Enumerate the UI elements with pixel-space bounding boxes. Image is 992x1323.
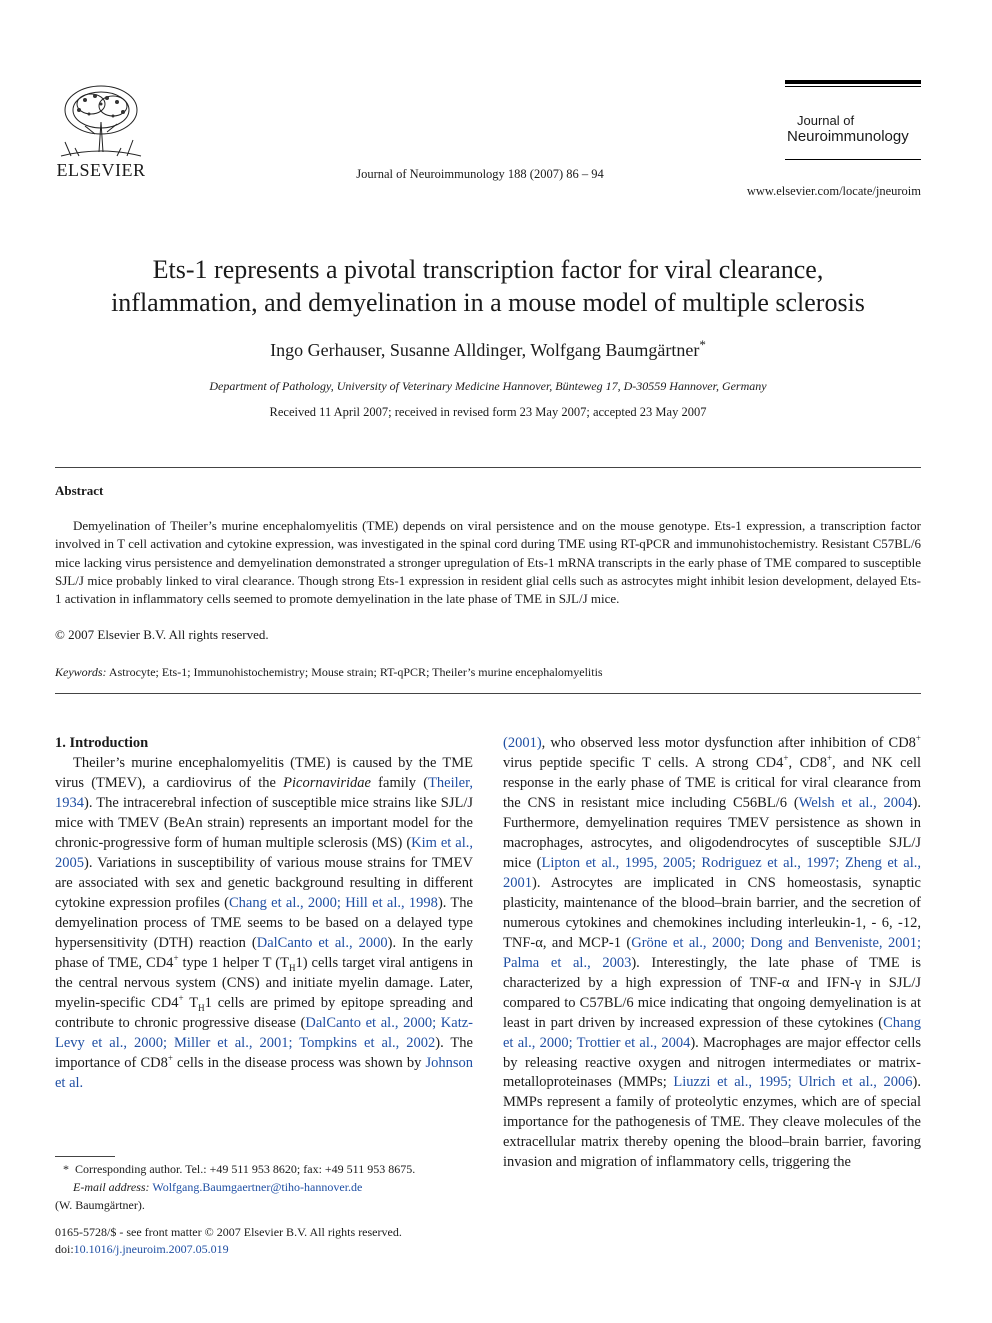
keywords-list: Astrocyte; Ets-1; Immunohistochemistry; Mouse strain; RT-qPCR; Theiler’s murine encephalomyelitis — [108, 665, 603, 679]
elsevier-tree-icon — [55, 82, 147, 162]
ref-link[interactable]: Liuzzi et al., 1995; Ulrich et al., 2006 — [673, 1074, 913, 1091]
divider-bottom — [55, 693, 921, 694]
keywords — [55, 665, 603, 680]
doi-line — [55, 1242, 229, 1257]
doi-link[interactable]: 10.1016/j.jneuroim.2007.05.019 — [73, 1242, 229, 1256]
corresponding-mark[interactable]: * — [699, 337, 706, 352]
footnote-rule — [55, 1156, 115, 1157]
ref-link[interactable]: Johnson et al. — [55, 1054, 473, 1091]
title-line-1: Ets-1 represents a pivotal transcription factor for viral clearance, — [152, 255, 824, 284]
abstract-text: Demyelination of Theiler’s murine encephalomyelitis (TME) depends on viral persistence and on the mouse genotype. Ets-1 expression, a transcription factor involved in T cell activation and cytokine expression, was investigated in the spinal cord during TME using RT-qPCR and immunohistochemistry. Resistant C57BL/6 mice lacking virus persistence and demyelination demonstrated a stronger upregulation of Ets-1 mRNA transcripts in the early phase of TME compared to susceptible SJL/J mice probably linked to viral clearance. Though strong Ets-1 expression in resident glial cells such as astrocytes might inhibit lesion development, delayed Ets-1 activation in inflammatory cells seemed to promote demyelination in the late phase of TME in SJL/J mice. — [55, 518, 921, 607]
affiliation: Department of Pathology, University of Veterinary Medicine Hannover, Bünteweg 17, D-30559 Hannover, Germany — [209, 379, 767, 393]
ref-link[interactable]: DalCanto et al., 2000 — [256, 934, 388, 951]
elsevier-logo — [55, 82, 147, 181]
received-dates: Received 11 April 2007; received in revised form 23 May 2007; accepted 23 May 2007 — [269, 405, 707, 419]
corresponding-footnote — [55, 1160, 493, 1178]
section-heading: 1. Introduction — [55, 735, 149, 751]
authors-text: Ingo Gerhauser, Susanne Alldinger, Wolfgang Baumgärtner — [270, 340, 700, 360]
right-column-text: (2001), who observed less motor dysfunction after inhibition of CD8+ virus peptide specific T cells. A strong CD4+, CD8+, and NK cell response in the early phase of TME is critical for viral clearance from the CNS in resistant mice including C56BL/6 (Welsh et al., 2004). Furthermore, demyelination requires TMEV persistence as shown in macrophages, astrocytes, and oligodendrocytes of susceptible SJL/J mice (Lipton et al., 1995, 2005; Rodriguez et al., 1997; Zheng et al., 2001). Astrocytes are implicated in CNS homeostasis, synaptic plasticity, maintenance of the blood–brain barrier, and the secretion of numerous cytokines and chemokines including interleukin-1, - 6, -12, TNF-α, and MCP-1 (Gröne et al., 2000; Dong and Benveniste, 2001; Palma et al., 2003). Interestingly, the late phase of TME is characterized by a high expression of TNF-α and IFN-γ in SJL/J compared to C57BL/6 mice indicating that ongoing demyelination is at least in part driven by increased expression of these cytokines (Chang et al., 2000; Trottier et al., 2004). Macrophages are major effector cells by releasing reactive oxygen and nitrogen intermediates or matrix-metalloproteinases (MMPs; Liuzzi et al., 1995; Ulrich et al., 2006). MMPs represent a family of proteolytic enzymes, which are of special importance for the pathogenesis of TME. They cleave molecules of the extracellular matrix thereby opening the blood–brain barrier, favoring invasion and migration of inflammatory cells, triggering the — [503, 733, 922, 1171]
corresponding-info: Corresponding author. Tel.: +49 511 953 8620; fax: +49 511 953 8675. — [75, 1162, 416, 1176]
ref-link[interactable]: Welsh et al., 2004 — [798, 794, 913, 811]
journal-citation: Journal of Neuroimmunology 188 (2007) 86 – 94 — [356, 167, 604, 181]
doi-label: doi: — [55, 1242, 74, 1256]
masthead-rule-thin — [785, 86, 921, 87]
ref-link[interactable]: Chang et al., 2000; Hill et al., 1998 — [228, 894, 438, 911]
journal-name-line1: Journal of — [797, 113, 855, 128]
article-title — [40, 253, 936, 319]
copyright: © 2007 Elsevier B.V. All rights reserved. — [55, 627, 269, 642]
abstract-heading: Abstract — [55, 483, 104, 498]
ref-link[interactable]: Kim et al., 2005 — [55, 834, 473, 871]
journal-url-link[interactable]: www.elsevier.com/locate/jneuroim — [746, 184, 921, 198]
ref-link[interactable]: Lipton et al., 1995, 2005; Rodriguez et al., 1997; Zheng et al., 2001 — [503, 854, 921, 891]
email-label: E-mail address: — [73, 1180, 150, 1194]
masthead-rule-bottom — [785, 159, 921, 160]
journal-name-line2: Neuroimmunology — [787, 128, 909, 145]
masthead-rule — [785, 80, 921, 84]
author-list — [40, 337, 936, 361]
keywords-label: Keywords: — [55, 665, 107, 679]
email-owner: (W. Baumgärtner). — [55, 1198, 145, 1212]
ref-link[interactable]: Gröne et al., 2000; Dong and Benveniste, 2001; Palma et al., 2003 — [503, 934, 921, 971]
divider-top — [55, 467, 921, 468]
footnote-mark: * — [63, 1162, 69, 1176]
journal-masthead — [785, 80, 921, 160]
ref-link[interactable]: DalCanto et al., 2000; Katz-Levy et al., 2000; Miller et al., 2001; Tompkins et al., 2002 — [55, 1014, 474, 1051]
email-line — [55, 1178, 503, 1196]
left-column-text: Theiler’s murine encephalomyelitis (TME) is caused by the TME virus (TMEV), a cardiovirus of the Picornaviridae family (Theiler, 1934). The intracerebral infection of susceptible mice strains like SJL/J mice with TMEV (BeAn strain) represents an important model for the chronic-progressive form of human multiple sclerosis (MS) (Kim et al., 2005). Variations in susceptibility of various mouse strains for TMEV are associated with sex and genetic background resulting in different cytokine expression profiles (Chang et al., 2000; Hill et al., 1998). The demyelination process of TME seems to be based on a delayed type hypersensitivity (DTH) reaction (DalCanto et al., 2000). In the early phase of TME, CD4+ type 1 helper T $(T_H1)$ cells target viral antigens in the central nervous system (CNS) and initiate myelin damage. Later, myelin-specific CD4+ $T_H1$ cells are primed by epitope spreading and contribute to chronic progressive disease (DalCanto et al., 2000; Katz-Levy et al., 2000; Miller et al., 2001; Tompkins et al., 2002). The importance of CD8+ cells in the disease process was shown by Johnson et al. — [55, 755, 474, 1091]
email-link[interactable]: Wolfgang.Baumgaertner@tiho-hannover.de — [152, 1180, 363, 1194]
front-matter: 0165-5728/$ - see front matter © 2007 Elsevier B.V. All rights reserved. — [55, 1225, 402, 1239]
ref-link[interactable]: (2001) — [503, 735, 542, 751]
publisher-name: ELSEVIER — [56, 160, 146, 180]
ref-link[interactable]: Theiler, 1934 — [55, 774, 473, 811]
ref-link[interactable]: Chang et al., 2000; Trottier et al., 2004 — [503, 1014, 921, 1051]
title-line-2: inflammation, and demyelination in a mouse model of multiple sclerosis — [111, 288, 865, 317]
